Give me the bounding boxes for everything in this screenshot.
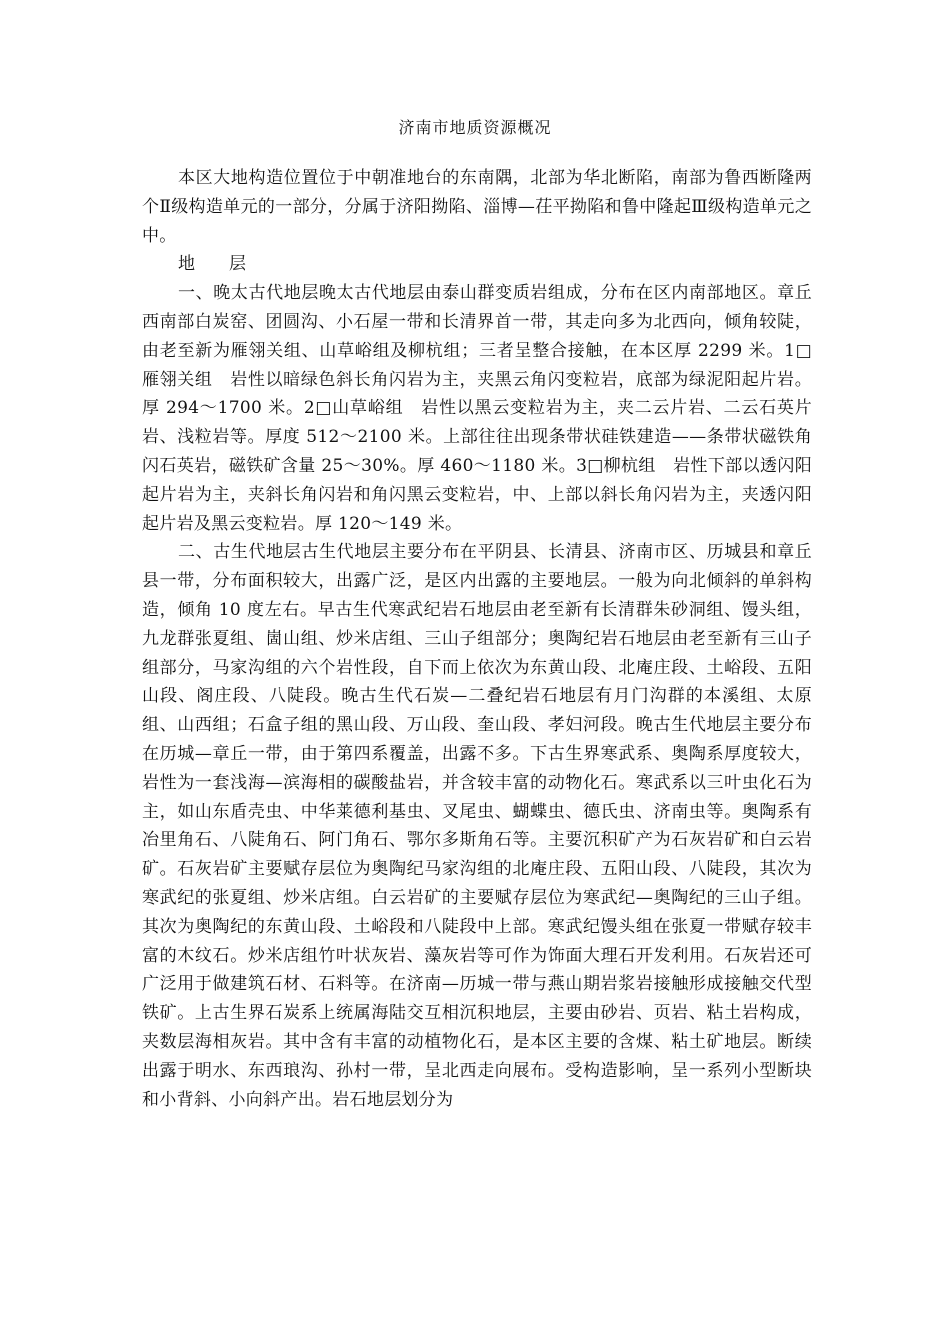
document-title: 济南市地质资源概况 <box>398 118 552 137</box>
document-body <box>142 164 812 1114</box>
intro-paragraph: 本区大地构造位置位于中朝准地台的东南隅，北部为华北断陷，南部为鲁西断隆两个Ⅱ级构造单元的一部分，分属于济阳拗陷、淄博—茌平拗陷和鲁中隆起Ⅲ级构造单元之中。 <box>142 168 812 246</box>
paragraph-paleozoic-strata: 二、古生代地层古生代地层主要分布在平阴县、长清县、济南市区、历城县和章丘县一带，分布面积较大，出露广泛，是区内出露的主要地层。一般为向北倾斜的单斜构造，倾角 10 度左右。早古生代寒武纪岩石地层由老至新有长清群朱砂洞组、馒头组，九龙群张夏组、崮山组、炒米店组、三山子组部分；奥陶纪岩石地层由老至新有三山子组部分，马家沟组的六个岩性段，自下而上依次为东黄山段、北庵庄段、土峪段、五阳山段、阁庄段、八陡段。晚古生代石炭—二叠纪岩石地层有月门沟群的本溪组、太原组、山西组；石盒子组的黑山段、万山段、奎山段、孝妇河段。晚古生代地层主要分布在历城—章丘一带，由于第四系覆盖，出露不多。下古生界寒武系、奥陶系厚度较大，岩性为一套浅海—滨海相的碳酸盐岩，并含较丰富的动物化石。寒武系以三叶虫化石为主，如山东盾壳虫、中华莱德利基虫、叉尾虫、蝴蝶虫、德氏虫、济南虫等。奥陶系有冶里角石、八陡角石、阿门角石、鄂尔多斯角石等。主要沉积矿产为石灰岩矿和白云岩矿。石灰岩矿主要赋存层位为奥陶纪马家沟组的北庵庄段、五阳山段、八陡段，其次为寒武纪的张夏组、炒米店组。白云岩矿的主要赋存层位为寒武纪—奥陶纪的三山子组。其次为奥陶纪的东黄山段、土峪段和八陡段中上部。寒武纪馒头组在张夏一带赋存较丰富的木纹石。炒米店组竹叶状灰岩、藻灰岩等可作为饰面大理石开发利用。石灰岩还可广泛用于做建筑石材、石料等。在济南—历城一带与燕山期岩浆岩接触形成接触交代型铁矿。上古生界石炭系上统属海陆交互相沉积地层，主要由砂岩、页岩、粘土岩构成，夹数层海相灰岩。其中含有丰富的动植物化石，是本区主要的含煤、粘土矿地层。断续出露于明水、东西琅沟、孙村一带，呈北西走向展布。受构造影响，呈一系列小型断块和小背斜、小向斜产出。岩石地层划分为 <box>142 542 812 1110</box>
section-heading-strata: 地 层 <box>178 254 246 275</box>
paragraph-archean-strata: 一、晚太古代地层晚太古代地层由泰山群变质岩组成，分布在区内南部地区。章丘西南部白炭窑、团圆沟、小石屋一带和长清界首一带，其走向多为北西向，倾角较陡，由老至新为雁翎关组、山草峪组及柳杭组；三者呈整合接触，在本区厚 2299 米。1□雁翎关组 岩性以暗绿色斜长角闪岩为主，夹黑云角闪变粒岩，底部为绿泥阳起片岩。厚 294～1700 米。2□山草峪组 岩性以黑云变粒岩为主，夹二云片岩、二云石英片岩、浅粒岩等。厚度 512～2100 米。上部往往出现条带状硅铁建造——条带状磁铁角闪石英岩，磁铁矿含量 25～30%。厚 460～1180 米。3□柳杭组 岩性下部以透闪阳起片岩为主，夹斜长角闪岩和角闪黑云变粒岩，中、上部以斜长角闪岩为主，夹透闪阳起片岩及黑云变粒岩。厚 120～149 米。 <box>142 283 812 534</box>
